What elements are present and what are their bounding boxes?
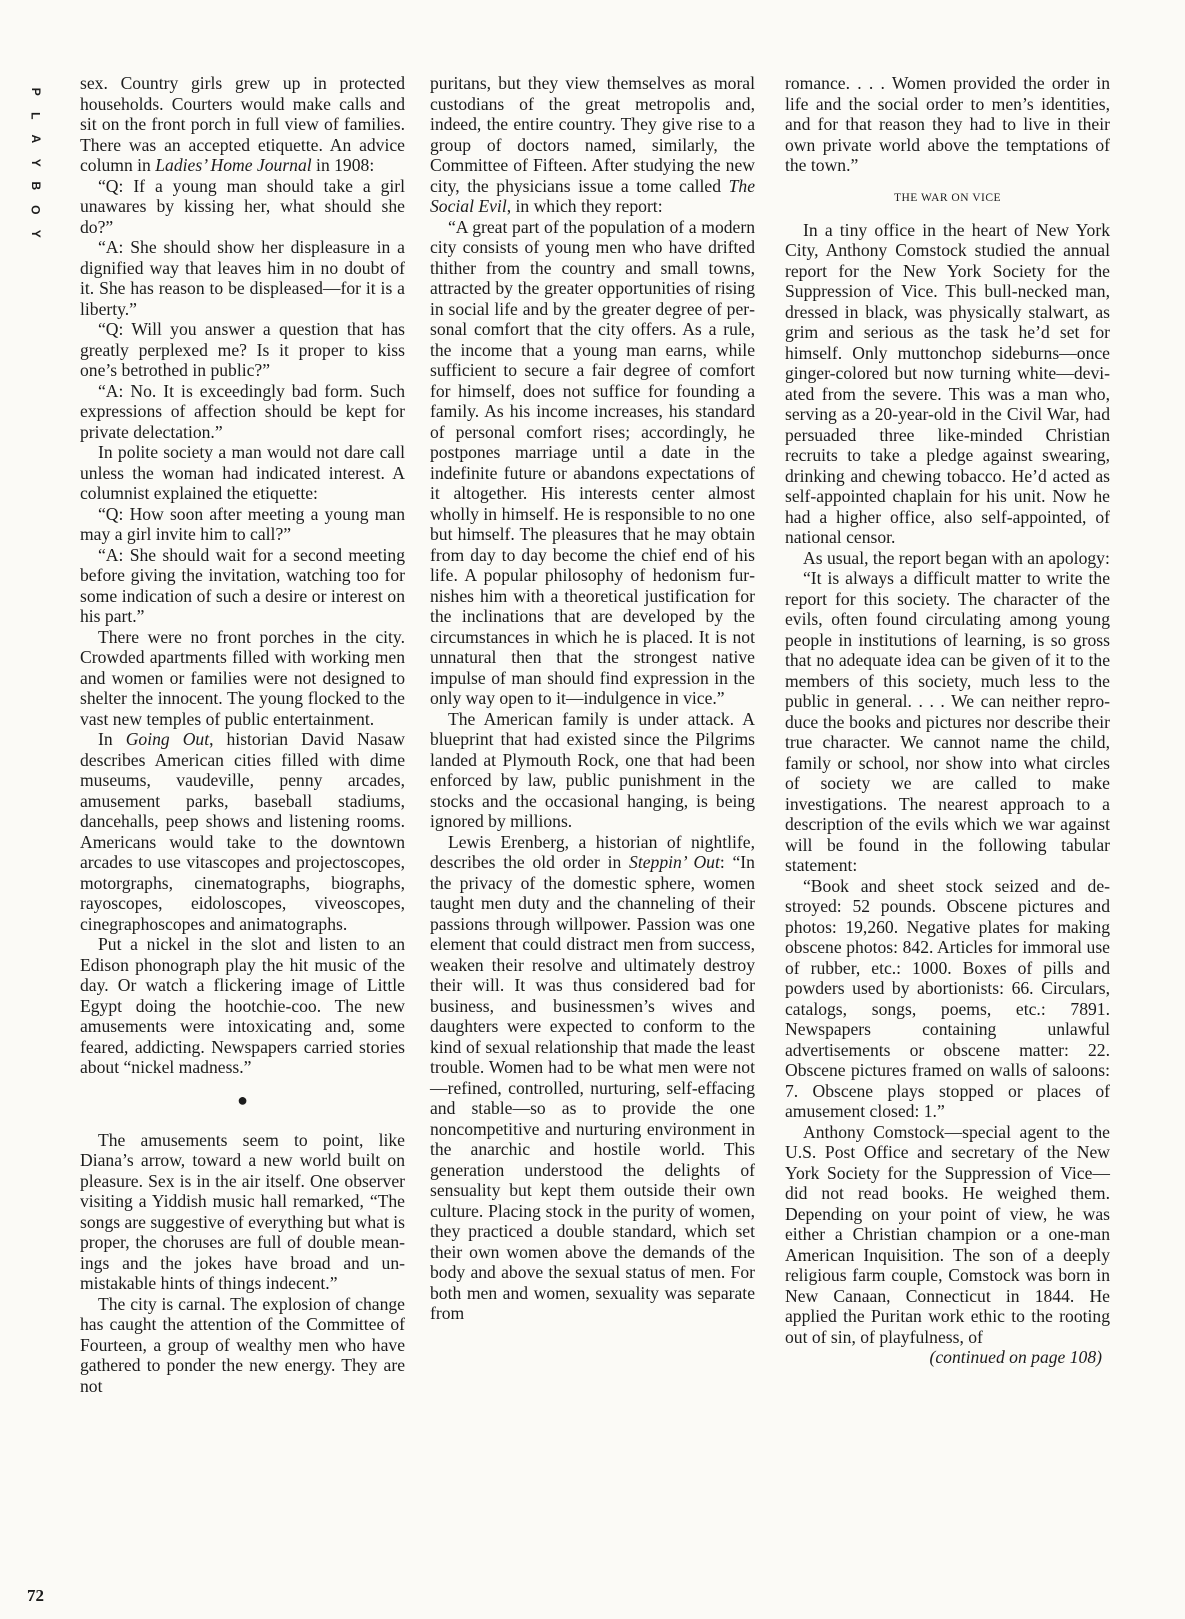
paragraph: In a tiny office in the heart of New York City, Anthony Comstock studied the annual report for the New York Society for the Suppression of Vice. This bull-necked man, dressed in black, was physically stalwart, as grim and serious as the task he’d set for himself. Only muttonchop sideburns—once ginger-colored but now turning white—deviated from the severe. This was a man who, serving as a 20-year-old in the Civil War, had persuaded three like-minded Christian recruits to take a pledge against swearing, drinking and chewing tobacco. He’d acted as self-appointed chaplain for his unit. Now he had a higher office, also self-appointed, of national censor. <box>785 219 1110 547</box>
section-break-bullet: ● <box>237 1089 248 1110</box>
magazine-letter: Y <box>28 229 43 238</box>
paragraph: Anthony Comstock—special agent to the U.S. Post Office and secretary of the New York Society for the Suppression of Vice—did not read books. He weighed them. Depending on your point of view, he was either a Christian champion or a one-man American Inquisition. The son of a deeply religious farm couple, Comstock was born in New Canaan, Connecticut in 1844. He applied the Puritan work ethic to the rooting out of sin, of playfulness, of <box>785 1121 1110 1347</box>
magazine-letter: B <box>28 181 43 191</box>
paragraph: “A: She should show her displeasure in a dignified way that leaves him in no doubt of it. She has reason to be displeased—for it is a liberty.” <box>80 237 405 319</box>
section-heading: THE WAR ON VICE <box>893 191 1002 204</box>
magazine-letter: O <box>28 205 43 215</box>
text-column-3 <box>785 73 1110 1368</box>
paragraph: There were no front porches in the city. Crowded apartments filled with working men and women or families were not designed to shelter the innocent. The young flocked to the vast new temples of public entertainment. <box>80 626 405 729</box>
paragraph: Lewis Erenberg, a historian of nightlife, describes the old order in Steppin’ Out: “In the privacy of the domestic sphere, women taught men duty and the channeling of their passions through willpower. Passion was one element that could distract men from success, weaken their resolve and ultimately destroy their will. It was thus considered bad for business, and businessmen’s wives and daughters were expected to conform to the kind of sexual relationship that made the least trouble. Women had to be what men were not—refined, controlled, nurturing, self-effacing and stable—so as to provide the one noncompetitive and nurturing environment in the anarchic and hostile world. This generation understood the delights of sensuality but kept them outside their own culture. Placing stock in the purity of women, they practiced a double standard, which set their own women above the demands of the body and above the sexual status of men. For both men and women, sexuality was separate from <box>430 831 755 1323</box>
text-column-1 <box>80 73 405 1396</box>
text-column-2 <box>430 73 755 1324</box>
page-number: 72 <box>27 1586 44 1605</box>
paragraph: In Going Out, historian David Nasaw describes American cities filled with dime museums, vaudeville, penny arcades, amusement parks, baseball stadiums, dancehalls, peep shows and listening rooms. Americans would take to the downtown arcades to use vitascopes and projectoscopes, motorgraphs, cinematographs, biographs, rayoscopes, eidoloscopes, viveoscopes, cinegraphoscopes and animatographs. <box>80 729 405 934</box>
paragraph: “It is always a difficult matter to write the report for this society. The character of the evils, often found circulating among young people in institutions of learning, is so gross that no adequate idea can be given of it to the members of this society, much less to the public in general. . . . We can neither reproduce the books and pictures nor describe their true character. We cannot name the child, family or school, nor show into what circles of society we are called to make investigations. The nearest approach to a description of the evils which we war against will be found in the following tabular statement: <box>785 568 1110 875</box>
paragraph: “Q: If a young man should take a girl unawares by kissing her, what should she do?” <box>80 175 405 237</box>
paragraph: The city is carnal. The explosion of change has caught the attention of the Committee of Fourteen, a group of wealthy men who have gathered to ponder the new energy. They are not <box>80 1293 405 1396</box>
paragraph: “Book and sheet stock seized and destroyed: 52 pounds. Obscene pictures and photos: 19,260. Negative plates for making obscene photos: 842. Articles for immoral use of rubber, etc.: 1000. Boxes of pills and powders used by abortionists: 66. Circulars, catalogs, songs, poems, etc.: 7891. Newspapers containing unlawful advertisements or obscene matter: 22. Obscene pictures framed on walls of saloons: 7. Obscene plays stopped or places of amusement closed: 1.” <box>785 875 1110 1121</box>
paragraph: Put a nickel in the slot and listen to an Edison phonograph play the hit music of the day. Or watch a flickering image of Little Egypt doing the hootchie-coo. The new amusements were intoxicating and, some feared, addicting. Newspapers carried stories about “nickel madness.” <box>80 934 405 1077</box>
paragraph: “A: No. It is exceedingly bad form. Such expressions of affection should be kept for private delectation.” <box>80 380 405 442</box>
paragraph: In polite society a man would not dare call unless the woman had indicated interest. A columnist explained the etiquette: <box>80 442 405 503</box>
paragraph: romance. . . . Women provided the order in life and the social order to men’s identities, and for that reason they had to live in their own private world above the temptations of the town.” <box>785 73 1110 175</box>
paragraph: “Q: Will you answer a question that has greatly perplexed me? Is it proper to kiss one’s betrothed in public?” <box>80 319 405 380</box>
continuation-note: (continued on page 108) <box>929 1347 1102 1367</box>
paragraph: The American family is under attack. A blueprint that had existed since the Pilgrims landed at Plymouth Rock, one that had been enforced by law, public punishment in the stocks and the occasional hanging, is being ignored by millions. <box>430 708 755 831</box>
magazine-name-vertical <box>25 80 45 245</box>
paragraph: sex. Country girls grew up in protected households. Courters would make calls and sit on the front porch in full view of families. There was an accepted etiquette. An advice column in Ladies’ Home Journal in 1908: <box>80 73 405 175</box>
paragraph: puritans, but they view themselves as moral custodians of the great metropolis and, indeed, the entire country. They give rise to a group of doctors named, similarly, the Committee of Fifteen. After studying the new city, the physicians issue a tome called The Social Evil, in which they report: <box>430 73 755 216</box>
magazine-letter: L <box>28 111 43 120</box>
magazine-letter: Y <box>28 158 43 167</box>
paragraph: “A great part of the population of a modern city consists of young men who have drifted thither from the country and small towns, attracted by the greater opportunities of rising in social life and by the greater degree of personal comfort that the city offers. As a rule, the income that a young man earns, while sufficient to secure a fair degree of comfort for himself, does not suffice for founding a family. As his income increases, his standard of personal comfort rises; accordingly, he postpones marriage until a date in the indefinite future or abandons expectations of it altogether. His interests center almost wholly in himself. He is responsible to no one but himself. The pleasures that he may obtain from day to day become the chief end of his life. A popular philosophy of hedonism furnishes him with a theoretical justification for the inclinations that are developed by the circumstances in which he is placed. It is not unnatural then that the strongest native impulse of man should find expression in the only way open to it—indulgence in vice.” <box>430 216 755 708</box>
magazine-letter: P <box>28 87 43 96</box>
magazine-letter: A <box>28 134 43 144</box>
paragraph: The amusements seem to point, like Diana’s arrow, toward a new world built on pleasure. Sex is in the air itself. One observer visiting a Yiddish music hall remarked, “The songs are suggestive of everything but what is proper, the choruses are full of double meanings and the jokes have broad and unmistakable hints of things indecent.” <box>80 1129 405 1293</box>
paragraph: “Q: How soon after meeting a young man may a girl invite him to call?” <box>80 503 405 544</box>
paragraph: As usual, the report began with an apology: <box>803 547 1110 568</box>
paragraph: “A: She should wait for a second meeting before giving the invitation, watching too for some indication of such a desire or interest on his part.” <box>80 544 405 626</box>
